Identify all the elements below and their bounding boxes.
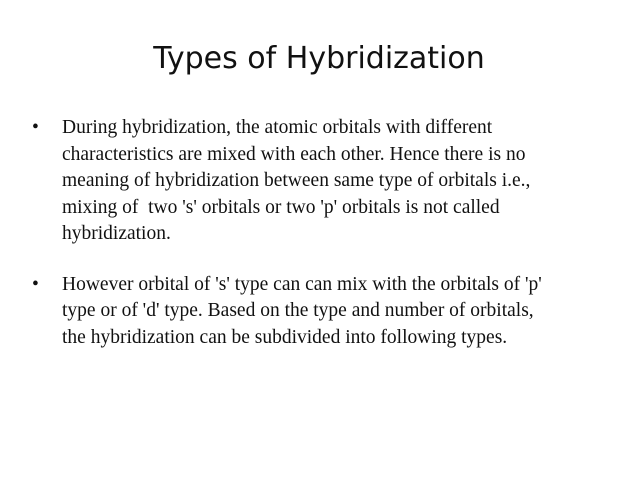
bullet-line: During hybridization, the atomic orbitals with different (62, 117, 493, 138)
bullet-item (32, 272, 607, 352)
bullet-icon: • (32, 117, 39, 138)
bullet-line: type or of 'd' type. Based on the type and number of orbitals, (62, 300, 534, 321)
bullet-item (32, 115, 607, 248)
bullet-icon: • (32, 273, 39, 295)
bullet-line: meaning of hybridization between same type of orbitals i.e., (62, 170, 531, 191)
bullet-list (32, 115, 607, 351)
bullet-line: the hybridization can be subdivided into following types. (62, 326, 508, 348)
bullet-line: hybridization. (62, 223, 171, 244)
slide-title: Types of Hybridization (153, 41, 485, 76)
bullet-line: mixing of two 's' orbitals or two 'p' orbitals is not called (62, 196, 500, 218)
bullet-line: However orbital of 's' type can can mix with the orbitals of 'p' (62, 273, 542, 295)
bullet-line: characteristics are mixed with each other. Hence there is no (62, 143, 526, 165)
